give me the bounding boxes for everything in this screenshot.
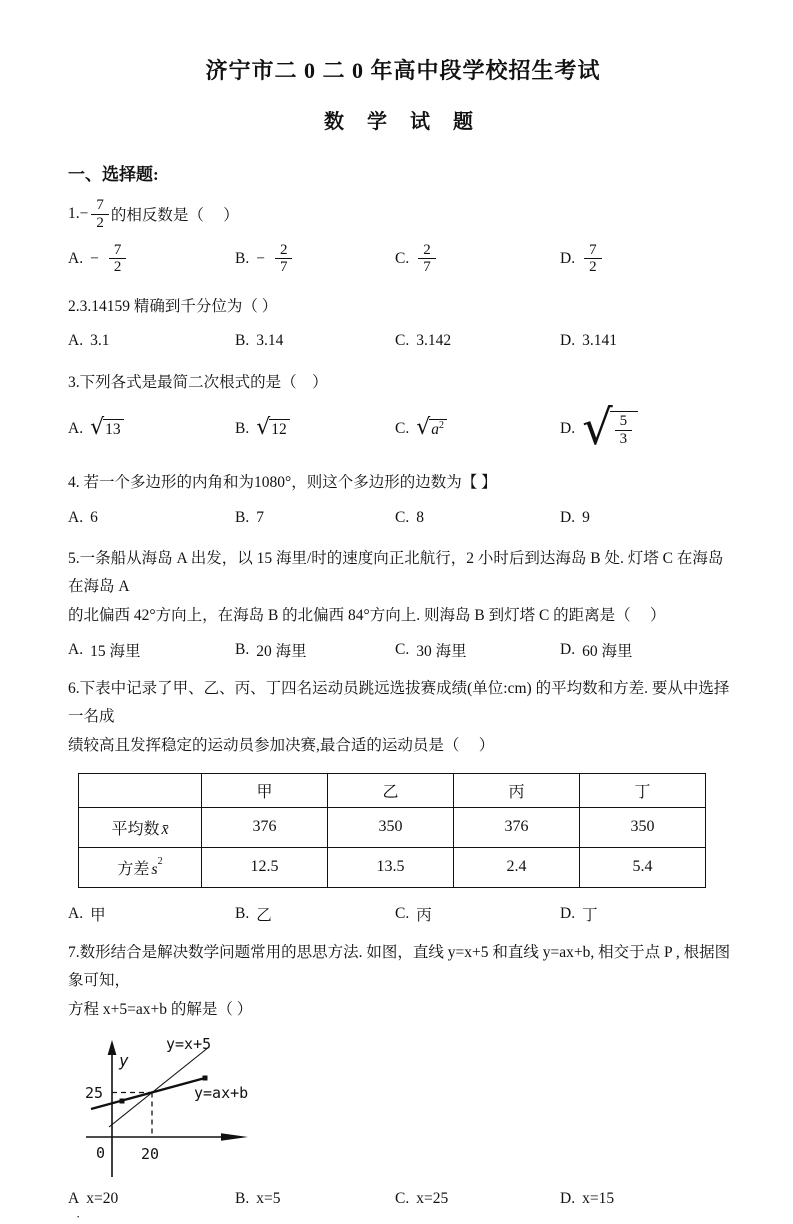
option-label: C.	[395, 249, 410, 267]
option-label: C.	[395, 904, 410, 922]
fraction	[584, 242, 602, 277]
exponent: 2	[439, 420, 444, 432]
square-root	[256, 415, 290, 441]
minus-sign: −	[256, 249, 265, 267]
option-value: x=25	[416, 1189, 449, 1207]
question-4-stem: 4. 若一个多边形的内角和为1080°，则这个多边形的边数为【 】	[68, 473, 497, 491]
option-b	[235, 332, 395, 350]
option-label: A.	[68, 419, 84, 437]
fraction-numerator: 7	[589, 241, 597, 258]
table-cell: 2.4	[454, 847, 580, 887]
table-cell: 12.5	[202, 847, 328, 887]
y-tick-25: 25	[85, 1083, 104, 1102]
line-graph	[82, 1035, 738, 1190]
square-root	[582, 400, 638, 457]
option-b	[235, 639, 395, 661]
option-value: x=15	[582, 1189, 615, 1207]
option-b	[235, 509, 395, 527]
fraction-numerator: 2	[279, 241, 288, 258]
table-cell: 5.4	[580, 847, 706, 887]
option-c	[395, 332, 560, 350]
stem-line-2: 绩较高且发挥稳定的运动员参加决赛,最合适的运动员是（ ）	[68, 737, 495, 755]
y-axis-arrow-icon	[108, 1040, 117, 1055]
option-label: C.	[395, 640, 410, 658]
square-root	[416, 415, 447, 441]
option-value: 甲	[90, 906, 106, 924]
exam-subtitle: 数 学 试 题	[324, 111, 482, 133]
table-cell: 376	[202, 807, 328, 847]
line-marker	[120, 1098, 125, 1103]
stray-mark: ·	[76, 1208, 81, 1224]
option-value: 9	[582, 508, 590, 526]
question-5-options	[68, 639, 738, 661]
fraction-numerator: 5	[619, 413, 628, 430]
option-value: 3.1	[90, 332, 110, 350]
option-label: A.	[68, 249, 84, 267]
radicand	[610, 411, 639, 448]
stem-line-1: 5.一条船从海岛 A 出发，以 15 海里/时的速度向正北航行，2 小时后到达海岛 B 处. 灯塔 C 在海岛在海岛 A	[68, 549, 724, 596]
fraction-denominator: 3	[615, 430, 633, 448]
radical-sign-icon: √	[256, 415, 271, 441]
option-b	[235, 242, 395, 277]
option-label: C.	[395, 508, 410, 526]
option-label: A.	[68, 332, 84, 350]
option-c	[395, 1190, 560, 1208]
option-label: D.	[560, 640, 576, 658]
table-cell: 350	[328, 807, 454, 847]
option-value: 3.14	[256, 332, 284, 350]
option-label: D.	[560, 1189, 576, 1207]
option-value: 8	[416, 508, 424, 526]
row-label-variance	[79, 847, 202, 887]
table-header-row	[79, 773, 706, 807]
option-value: 15 海里	[90, 642, 141, 660]
option-value: x=5	[256, 1189, 281, 1207]
origin-label: 0	[96, 1143, 106, 1162]
option-value: 20 海里	[256, 642, 307, 660]
option-d	[560, 509, 738, 527]
option-c	[395, 903, 560, 925]
option-label: B.	[235, 904, 250, 922]
option-label: B.	[235, 332, 250, 350]
option-c	[395, 415, 560, 441]
question-2-options	[68, 332, 738, 350]
fraction-numerator: 2	[423, 241, 431, 258]
radical-sign-icon: √	[416, 415, 431, 441]
question-4-options	[68, 509, 738, 527]
option-label: D.	[560, 419, 576, 437]
stem-line-2: 方程 x+5=ax+b 的解是（ ）	[68, 1001, 253, 1019]
option-a	[68, 242, 235, 277]
option-value: 30 海里	[416, 642, 467, 660]
option-value: 丁	[582, 906, 598, 924]
option-label: D.	[560, 249, 576, 267]
option-label: B.	[235, 419, 250, 437]
option-label: A.	[68, 904, 84, 922]
section-heading: 一、选择题:	[68, 165, 159, 184]
option-label: B.	[235, 249, 250, 267]
option-value: 7	[256, 508, 264, 526]
option-c	[395, 639, 560, 661]
variable: a	[431, 421, 439, 439]
option-d	[560, 903, 738, 925]
option-value: 丙	[416, 906, 432, 924]
option-d	[560, 242, 738, 277]
line-marker	[203, 1075, 208, 1080]
mean-symbol: x̄	[161, 820, 169, 838]
row-label-text: 方差	[117, 860, 150, 878]
line-graph-figure	[82, 1035, 342, 1185]
fraction-numerator: 7	[113, 241, 122, 258]
fraction-denominator: 7	[275, 258, 293, 276]
score-table	[78, 773, 706, 888]
option-value: 乙	[256, 906, 272, 924]
fraction	[91, 197, 109, 232]
option-value: 60 海里	[582, 642, 633, 660]
radical-sign-icon: √	[90, 415, 105, 441]
option-value: x=20	[86, 1189, 119, 1207]
table-cell: 13.5	[328, 847, 454, 887]
fraction	[109, 242, 127, 277]
option-a	[68, 1190, 235, 1208]
table-cell: 350	[580, 807, 706, 847]
exam-title: 济宁市二 0 二 0 年高中段学校招生考试	[205, 58, 601, 83]
option-label: D.	[560, 332, 576, 350]
option-label: B.	[235, 508, 250, 526]
table-col-header: 乙	[328, 773, 454, 807]
option-label: B.	[235, 640, 250, 658]
radicand	[429, 419, 447, 438]
exponent: 2	[157, 855, 163, 867]
question-number: 1.	[68, 205, 80, 223]
fraction-denominator: 7	[418, 258, 436, 276]
option-label: C.	[395, 419, 410, 437]
option-d	[560, 400, 738, 457]
line-y-equals-ax-plus-b	[91, 1078, 205, 1109]
fraction-numerator: 7	[96, 197, 104, 213]
table-row-mean	[79, 807, 706, 847]
question-6-options	[68, 903, 738, 925]
table-corner-cell	[79, 773, 202, 807]
stem-line-1: 7.数形结合是解决数学问题常用的思思方法. 如图，直线 y=x+5 和直线 y=ax+b, 相交于点 P , 根据图象可知，	[68, 943, 731, 990]
option-d	[560, 639, 738, 661]
table-row-variance	[79, 847, 706, 887]
radical-sign-icon: √	[582, 400, 613, 457]
option-label: A.	[68, 640, 84, 658]
fraction	[418, 242, 436, 277]
row-label-mean	[79, 807, 202, 847]
option-b	[235, 415, 395, 441]
option-c	[395, 509, 560, 527]
radicand: 12	[269, 419, 290, 438]
radicand: 13	[103, 419, 124, 438]
stem-text: 的相反数是（ ）	[110, 207, 239, 225]
fraction	[615, 413, 633, 448]
option-a	[68, 332, 235, 350]
square-root	[90, 415, 124, 441]
table-cell: 376	[454, 807, 580, 847]
option-value: 3.141	[582, 332, 617, 350]
option-label: A	[68, 1189, 80, 1207]
option-a	[68, 903, 235, 925]
stem-line-1: 6.下表中记录了甲、乙、丙、丁四名运动员跳远选拔赛成绩(单位:cm) 的平均数和方差. 要从中选择一名成	[68, 679, 730, 726]
question-6-stem	[68, 675, 738, 761]
fraction-denominator: 2	[109, 258, 127, 276]
minus-sign: −	[79, 205, 89, 223]
option-d	[560, 1190, 738, 1208]
option-label: D.	[560, 508, 576, 526]
question-5-stem	[68, 545, 738, 631]
table-col-header: 丁	[580, 773, 706, 807]
option-value: 6	[90, 508, 98, 526]
x-axis-arrow-icon	[221, 1133, 248, 1140]
option-label: A.	[68, 508, 84, 526]
option-label: C.	[395, 1189, 410, 1207]
row-label-text: 平均数	[111, 820, 160, 838]
option-b	[235, 1190, 395, 1208]
fraction-denominator: 2	[584, 258, 602, 276]
question-2-stem: 2.3.14159 精确到千分位为（ ）	[68, 298, 278, 316]
line2-equation-label: y=ax+b	[194, 1083, 249, 1102]
option-value: 3.142	[416, 332, 452, 350]
question-1-stem	[68, 197, 738, 232]
option-d	[560, 332, 738, 350]
option-a	[68, 509, 235, 527]
table-col-header: 甲	[202, 773, 328, 807]
minus-sign: −	[90, 249, 99, 267]
option-a	[68, 639, 235, 661]
y-axis-label: y	[119, 1050, 129, 1070]
variance-symbol: s	[151, 860, 158, 878]
fraction-denominator: 2	[91, 214, 109, 232]
option-a	[68, 415, 235, 441]
question-7-stem	[68, 939, 738, 1025]
question-1-options	[68, 242, 738, 277]
stem-line-2: 的北偏西 42°方向上，在海岛 B 的北偏西 84°方向上. 则海岛 B 到灯塔 C 的距离是（ ）	[68, 607, 666, 625]
question-3-options	[68, 400, 738, 457]
option-label: B.	[235, 1189, 250, 1207]
line1-equation-label: y=x+5	[166, 1034, 212, 1053]
x-tick-20: 20	[141, 1144, 160, 1163]
option-b	[235, 903, 395, 925]
fraction	[275, 242, 293, 277]
question-7-options	[68, 1190, 738, 1208]
question-3-stem: 3.下列各式是最简二次根式的是（ ）	[68, 374, 328, 392]
table-col-header: 丙	[454, 773, 580, 807]
option-label: D.	[560, 904, 576, 922]
option-label: C.	[395, 332, 410, 350]
option-c	[395, 242, 560, 277]
